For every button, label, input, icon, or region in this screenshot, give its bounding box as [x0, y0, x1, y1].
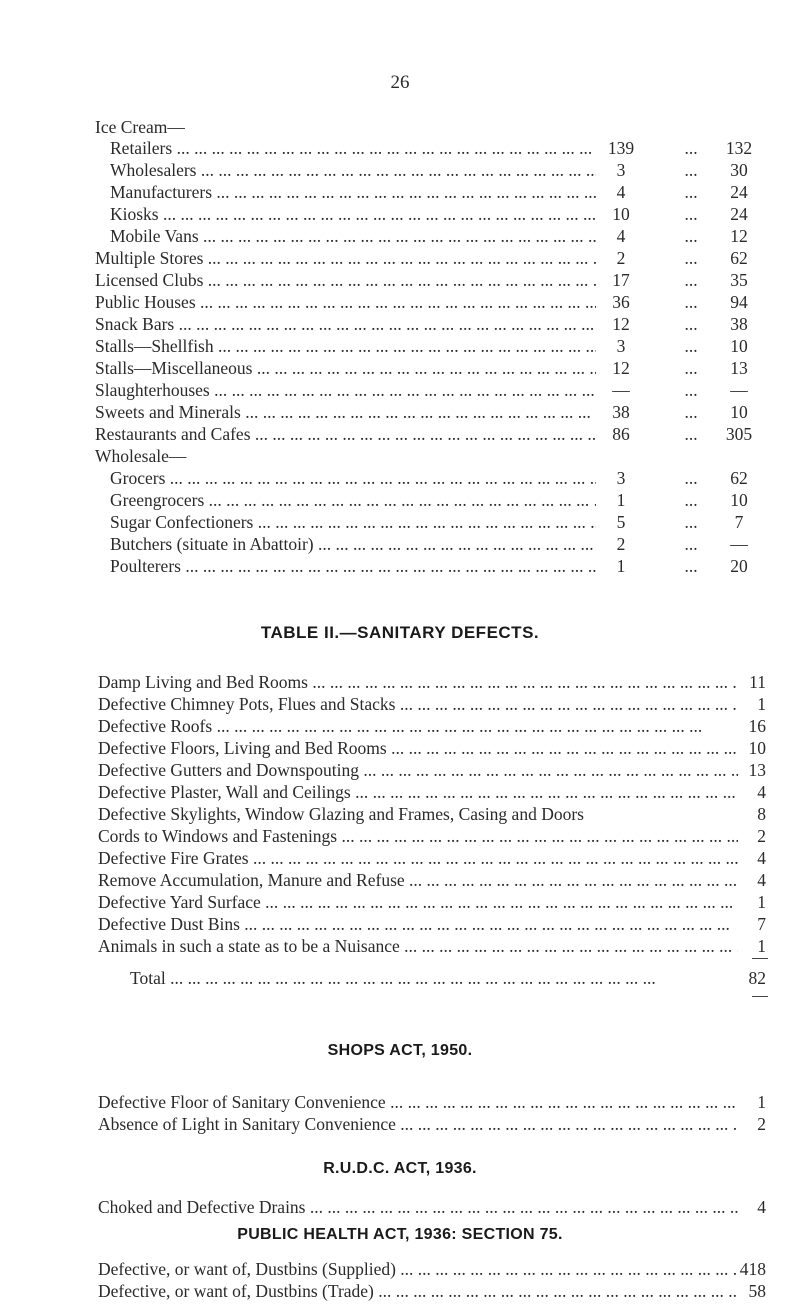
row-label: Defective Skylights, Window Glazing and Frames, Casing and Doors — [98, 804, 584, 824]
row-value-2: 38 — [730, 314, 748, 334]
row-separator: ... — [684, 358, 698, 378]
row-label: Damp Living and Bed Rooms ... . — [98, 671, 738, 693]
row-value: 4 — [757, 848, 766, 868]
row-label: Mobile Vans ... . — [110, 225, 596, 247]
row-label: Stalls—Shellfish ... . — [95, 335, 596, 357]
row-value-1: 3 — [616, 160, 626, 180]
row-separator: ... — [684, 314, 698, 334]
row-value-1: 12 — [612, 314, 630, 334]
row-label: Animals in such a state as to be a Nuisance ... . — [98, 935, 738, 957]
row-label: Poulterers ... . — [110, 555, 596, 577]
row-value-2: 13 — [730, 358, 748, 378]
row-separator: ... — [684, 468, 698, 488]
row-value-1: 36 — [612, 292, 630, 312]
row-value: 10 — [748, 738, 766, 758]
row-separator: ... — [684, 490, 698, 510]
row-value-1: 10 — [612, 204, 630, 224]
row-label: Licensed Clubs ... . — [95, 269, 596, 291]
row-label: Sweets and Minerals ... . — [95, 401, 596, 423]
row-value-2: 30 — [730, 160, 748, 180]
row-label: Defective Dust Bins ... . — [98, 913, 738, 935]
row-value-1: 1 — [616, 556, 626, 576]
row-value-2: 305 — [725, 424, 753, 444]
row-separator: ... — [684, 402, 698, 422]
row-value-2: 132 — [725, 138, 753, 158]
row-separator: ... — [684, 534, 698, 554]
row-value: 1 — [757, 1092, 766, 1112]
row-label: Defective Yard Surface ... . — [98, 891, 738, 913]
row-value: 2 — [757, 826, 766, 846]
row-label: Absence of Light in Sanitary Convenience ... . — [98, 1113, 738, 1135]
row-value-2: 62 — [730, 248, 748, 268]
row-separator: ... — [684, 160, 698, 180]
page-number: 26 — [390, 72, 410, 93]
row-value-1: 2 — [616, 248, 626, 268]
row-label: Remove Accumulation, Manure and Refuse ... . — [98, 869, 738, 891]
row-value-2: — — [730, 534, 748, 554]
row-value-1: — — [612, 380, 630, 400]
row-value: 1 — [757, 892, 766, 912]
row-separator: ... — [684, 424, 698, 444]
row-separator: ... — [684, 204, 698, 224]
wholesale-heading: Wholesale— — [95, 446, 187, 466]
row-label: Manufacturers ... . — [110, 181, 596, 203]
row-label: Butchers (situate in Abattoir) ... . — [110, 533, 596, 555]
row-label: Defective Floors, Living and Bed Rooms ... . — [98, 737, 738, 759]
row-value-1: 3 — [616, 336, 626, 356]
row-label: Snack Bars ... . — [95, 313, 596, 335]
row-value-1: 12 — [612, 358, 630, 378]
row-separator: ... — [684, 248, 698, 268]
row-value-2: 10 — [730, 490, 748, 510]
row-label: Choked and Defective Drains ... . — [98, 1196, 738, 1218]
row-value-1: 139 — [607, 138, 635, 158]
row-value: 4 — [757, 1197, 766, 1217]
row-value: 2 — [757, 1114, 766, 1134]
row-label: Public Houses ... . — [95, 291, 596, 313]
row-separator: ... — [684, 336, 698, 356]
total-value: 82 — [748, 968, 766, 988]
row-value-1: 4 — [616, 226, 626, 246]
row-label: Defective Gutters and Downspouting ... . — [98, 759, 738, 781]
row-separator: ... — [684, 512, 698, 532]
row-value-2: 24 — [730, 182, 748, 202]
row-value-1: 2 — [616, 534, 626, 554]
row-separator: ... — [684, 556, 698, 576]
row-label: Restaurants and Cafes ... . — [95, 423, 596, 445]
row-value: 11 — [749, 672, 766, 692]
row-separator: ... — [684, 226, 698, 246]
row-value-1: 1 — [616, 490, 626, 510]
row-label: Kiosks ... . — [110, 203, 596, 225]
row-value-2: 24 — [730, 204, 748, 224]
total-label: Total ... . — [130, 967, 738, 989]
row-separator: ... — [684, 292, 698, 312]
row-label: Cords to Windows and Fastenings ... . — [98, 825, 738, 847]
row-value: 8 — [757, 804, 766, 824]
row-value: 13 — [748, 760, 766, 780]
row-value-2: 94 — [730, 292, 748, 312]
row-label: Slaughterhouses ... . — [95, 379, 596, 401]
row-value-2: 20 — [730, 556, 748, 576]
row-label: Defective, or want of, Dustbins (Trade) ... . — [98, 1280, 738, 1302]
row-value: 58 — [748, 1281, 766, 1301]
row-label: Retailers ... . — [110, 137, 596, 159]
row-label: Defective Roofs ... . — [98, 715, 738, 737]
row-separator: ... — [684, 182, 698, 202]
row-value: 418 — [739, 1259, 766, 1279]
row-value-2: 10 — [730, 402, 748, 422]
rudc-act-heading: R.U.D.C. ACT, 1936. — [323, 1160, 477, 1177]
table-ii-heading: TABLE II.—SANITARY DEFECTS. — [260, 623, 540, 642]
row-separator: ... — [684, 380, 698, 400]
row-value-1: 3 — [616, 468, 626, 488]
row-value: 4 — [757, 782, 766, 802]
row-value: 4 — [757, 870, 766, 890]
row-label: Sugar Confectioners ... . — [110, 511, 596, 533]
row-value-2: — — [730, 380, 748, 400]
row-value-2: 12 — [730, 226, 748, 246]
row-label: Greengrocers ... . — [110, 489, 596, 511]
row-value-1: 38 — [612, 402, 630, 422]
row-value-1: 17 — [612, 270, 630, 290]
shops-act-heading: SHOPS ACT, 1950. — [327, 1042, 473, 1059]
ice-cream-heading: Ice Cream— — [95, 117, 185, 137]
row-label: Grocers ... . — [110, 467, 596, 489]
row-label: Defective Fire Grates ... . — [98, 847, 738, 869]
row-label: Defective Floor of Sanitary Convenience ... . — [98, 1091, 738, 1113]
row-value: 1 — [757, 936, 766, 956]
total-rule-top — [752, 958, 768, 959]
row-label: Defective Chimney Pots, Flues and Stacks ... . — [98, 693, 738, 715]
row-value: 16 — [748, 716, 766, 736]
row-label: Multiple Stores ... . — [95, 247, 596, 269]
row-value-1: 4 — [616, 182, 626, 202]
row-value-2: 35 — [730, 270, 748, 290]
row-separator: ... — [684, 270, 698, 290]
row-label: Wholesalers ... . — [110, 159, 596, 181]
row-value: 7 — [757, 914, 766, 934]
row-label: Defective Plaster, Wall and Ceilings ... . — [98, 781, 738, 803]
row-label: Stalls—Miscellaneous ... . — [95, 357, 596, 379]
row-value: 1 — [757, 694, 766, 714]
row-separator: ... — [684, 138, 698, 158]
row-value-1: 5 — [616, 512, 626, 532]
total-rule-bottom — [752, 996, 768, 997]
public-health-act-heading: PUBLIC HEALTH ACT, 1936: SECTION 75. — [237, 1226, 563, 1243]
row-value-2: 62 — [730, 468, 748, 488]
row-value-2: 10 — [730, 336, 748, 356]
row-label: Defective, or want of, Dustbins (Supplied) ... . — [98, 1258, 738, 1280]
row-value-1: 86 — [612, 424, 630, 444]
row-value-2: 7 — [734, 512, 744, 532]
